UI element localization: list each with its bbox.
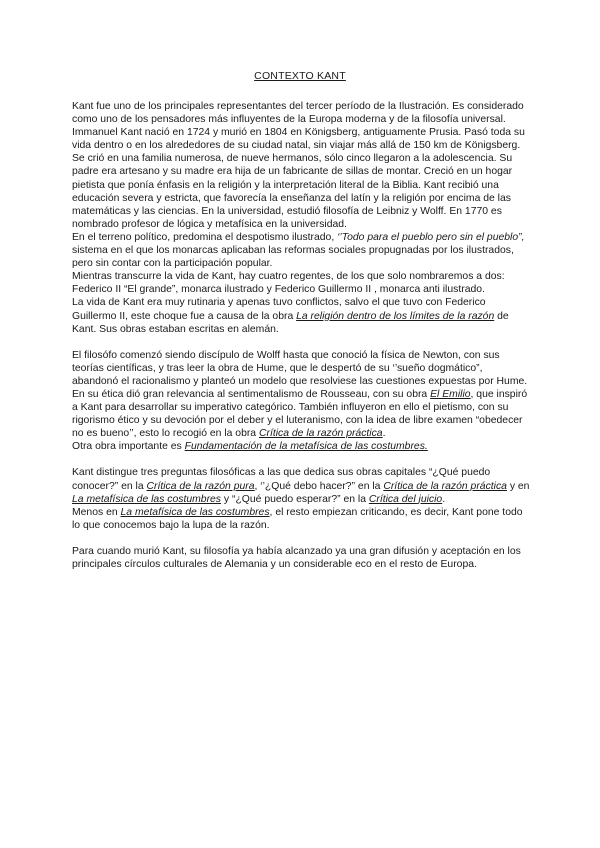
work-title: Crítica de la razón práctica	[383, 480, 507, 492]
work-title: La metafísica de las costumbres	[72, 493, 222, 505]
text-span: y en	[506, 480, 530, 492]
text-span: de Kant. Sus obras estaban escritas en alemán.	[72, 310, 509, 335]
paragraph-gap	[72, 336, 530, 349]
document-body	[72, 100, 530, 571]
paragraph-regents: Mientras transcurre la vida de Kant, hay cuatro regentes, de los que solo nombraremos a dos: Federico II “El grande”, monarca ilustrado y Federico Guillermo II , monarca anti ilustrado.	[72, 271, 505, 296]
work-title: Fundamentación de la metafísica de las costumbres.	[184, 441, 428, 453]
paragraph-influences: El filosófo comenzó siendo discípulo de Wolff hasta que conoció la física de Newton, con sus teorías científicas, y tras leer la obra de Hume, que le despertó de su ‘’sueño dogmático”, abandonó el racionalismo y planteó un modelo que resolviese las cuestiones expuestas por Hume.	[72, 349, 528, 387]
paragraph-criticism	[72, 506, 530, 532]
paragraph-gap	[72, 453, 530, 466]
work-title: Crítica del juicio	[368, 493, 443, 505]
paragraph-questions	[72, 466, 530, 505]
text-span: .	[442, 493, 446, 505]
paragraph-legacy: Para cuando murió Kant, su filosofía ya había alcanzado ya una gran difusión y aceptación en los principales círculos culturales de Alemania y un considerable eco en el resto de Europa.	[72, 545, 521, 570]
text-span: Otra obra importante es	[72, 441, 185, 453]
work-title: Crítica de la razón práctica	[258, 428, 383, 440]
text-span: .	[382, 428, 386, 440]
text-span: En el terreno político, predomina el despotismo ilustrado,	[72, 231, 338, 243]
quote-span: ‘’Todo para el pueblo pero sin el pueblo”,	[337, 231, 525, 243]
text-span: sistema en el que los monarcas aplicaban las reformas sociales propugnadas por los ilustrados, pero sin contar con la participación popular.	[72, 245, 514, 270]
work-title: Crítica de la razón pura	[146, 480, 255, 492]
work-title: El Emilio	[430, 388, 471, 400]
paragraph-ethics	[72, 388, 530, 440]
paragraph-political-context	[72, 231, 530, 270]
paragraph-other-work	[72, 440, 530, 453]
text-span: y “¿Qué puedo esperar?” en la	[221, 493, 369, 505]
text-span: , el resto empiezan criticando, es decir, Kant pone todo lo que conocemos bajo la lupa de la razón.	[72, 506, 523, 531]
text-span: , ‘’¿Qué debo hacer?” en la	[254, 480, 384, 492]
text-span: Kant distingue tres preguntas filosóficas a las que dedica sus obras capitales “¿Qué puedo conocer?” en la	[72, 467, 491, 492]
work-title: La metafísica de las costumbres	[120, 506, 270, 518]
document-title: CONTEXTO KANT	[254, 70, 346, 82]
work-title: La religión dentro de los límites de la razón	[296, 310, 495, 322]
text-span: , que inspiró a Kant para desarrollar su imperativo categórico. También influyeron en ello el pietismo, con su rigorismo ético y su devoción por el deber y el luteranismo, con la idea de libre examen “obedecer no es bueno’’, esto lo recogió en la obra	[72, 388, 528, 440]
paragraph-intro: Kant fue uno de los principales representantes del tercer período de la Ilustración. Es considerado como uno de los pensadores más influyentes de la Europa moderna y de la filosofía universal.	[72, 101, 524, 126]
paragraph-gap	[72, 532, 530, 545]
text-span: En su ética dió gran relevancia al sentimentalismo de Rousseau, con su obra	[72, 388, 431, 400]
text-span: La vida de Kant era muy rutinaria y apenas tuvo conflictos, salvo el que tuvo con Federico Guillermo II, este choque fue a causa de la obra	[72, 297, 486, 322]
paragraph-biography: Immanuel Kant nació en 1724 y murió en 1804 en Königsberg, antiguamente Prusia. Pasó toda su vida dentro o en los alrededores de su ciudad natal, sin viajar más allá de 150 km de Königsberg. Se crió en una familia numerosa, de nueve hermanos, sólo cinco llegaron a la adolescencia. Su padre era artesano y su madre era hija de un fabricante de sillas de montar. Creció en un hogar pietista que ponía énfasis en la religión y la interpretación literal de la Biblia. Kant recibió una educación severa y estricta, que favorecía la enseñanza del latín y la religión por encima de las matemáticas y las ciencias. En la universidad, estudió filosofía de Leibniz y Wolff. En 1770 es nombrado profesor de lógica y metafísica en la universidad.	[72, 127, 525, 230]
text-span: Menos en	[72, 506, 121, 518]
paragraph-conflict	[72, 296, 530, 335]
